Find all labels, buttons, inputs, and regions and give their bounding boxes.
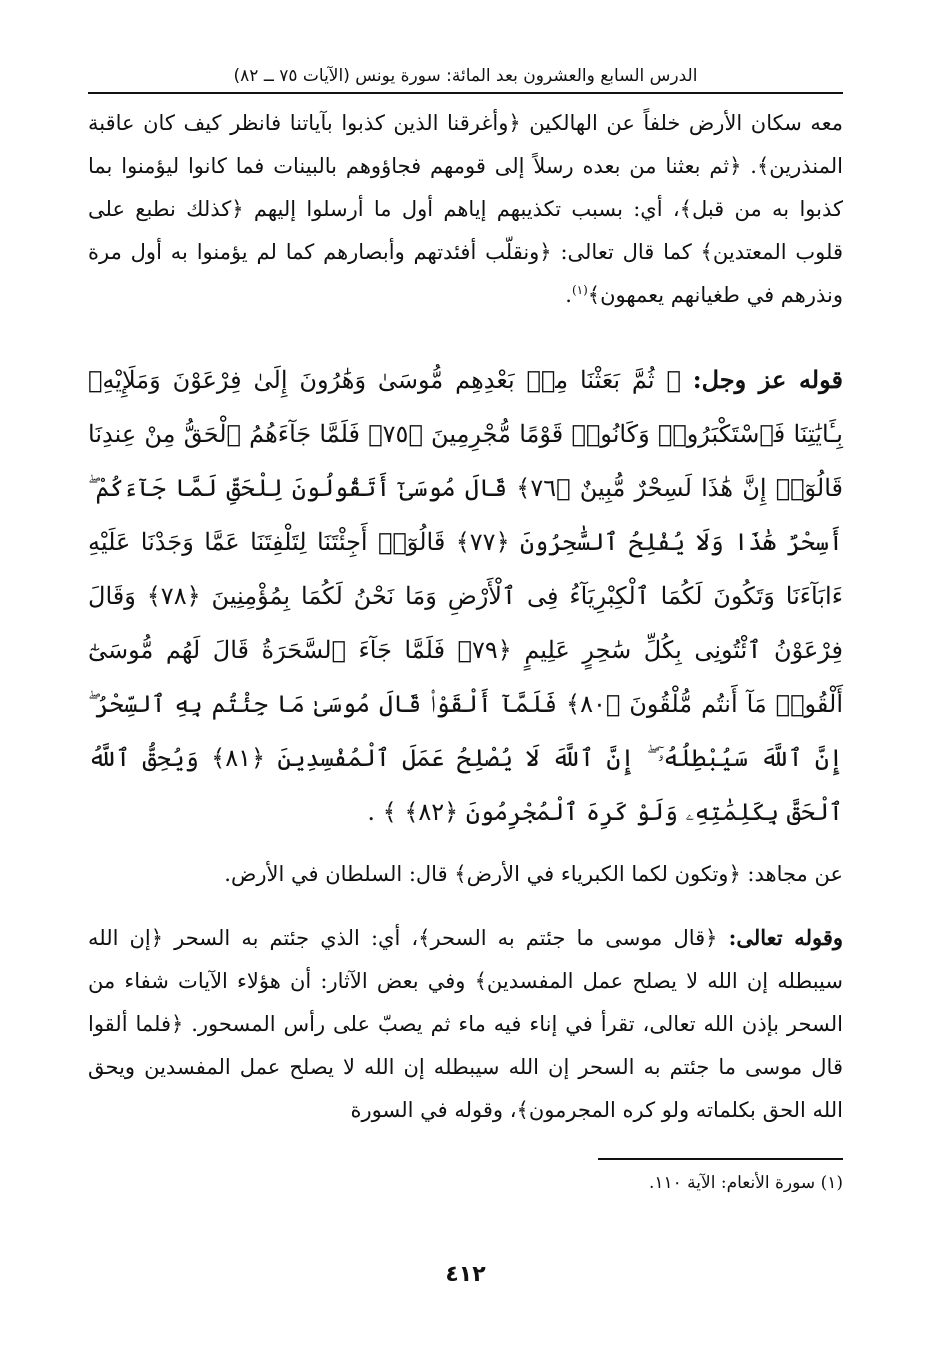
quran-verses-block bbox=[88, 353, 843, 839]
paragraph-intro: وقوله تعالى: bbox=[728, 925, 843, 950]
verse-intro: قوله عز وجل: bbox=[692, 365, 843, 394]
footnote-1: (١) سورة الأنعام: الآية ١١٠. bbox=[648, 1173, 843, 1193]
commentary-text: ﴿قال موسى ما جئتم به السحر﴾، أي: الذي جئتم به السحر ﴿إن الله سيبطله إن الله لا يصلح عمل المفسدين﴾ وفي بعض الآثار: أن هؤلاء الآيات شفاء من السحر بإذن الله تعالى، تقرأ في إناء فيه ماء ثم يصبّ على رأس المسحور. ﴿فلما ألقوا قال موسى ما جئتم به السحر إن الله سيبطله إن الله لا يصلح عمل المفسدين ويحق الله الحق بكلماته ولو كره المجرمون﴾، وقوله في السورة bbox=[88, 926, 843, 1122]
commentary-paragraph-1 bbox=[88, 102, 843, 317]
footnote-reference[interactable]: (١) bbox=[571, 283, 588, 297]
commentary-text: معه سكان الأرض خلفاً عن الهالكين ﴿وأغرقنا الذين كذبوا بآياتنا فانظر كيف كان عاقبة المنذرين﴾. ﴿ثم بعثنا من بعده رسلاً إلى قومهم فجاؤوهم بالبينات فما كانوا ليؤمنوا بما كذبوا به من قبل﴾، أي: بسبب تكذيبهم إياهم أول ما أرسلوا إليهم ﴿كذلك نطبع على قلوب المعتدين﴾ كما قال تعالى: ﴿ونقلّب أفئدتهم وأبصارهم كما لم يؤمنوا به أول مرة ونذرهم في طغيانهم يعمهون﴾ bbox=[88, 111, 843, 307]
quran-verses-text: ﴿ ثُمَّ بَعَثْنَا مِنۢ بَعْدِهِم مُّوسَىٰ وَهَٰرُونَ إِلَىٰ فِرْعَوْنَ وَمَلَإِيْهِۦ بِـَٔايَٰتِنَا فَٱسْتَكْبَرُوا۟ وَكَانُوا۟ قَوْمًا مُّجْرِمِينَ ﴿٧٥﴾ فَلَمَّا جَآءَهُمُ ٱلْحَقُّ مِنْ عِندِنَا قَالُوٓا۟ إِنَّ هَٰذَا لَسِحْرٌ مُّبِينٌ ﴿٧٦﴾ قَالَ مُوسَىٰٓ أَتَقُولُونَ لِلْحَقِّ لَمَّا جَآءَكُمْ ۖ أَسِحْرٌ هَٰذَا وَلَا يُفْلِحُ ٱلسَّٰحِرُونَ ﴿٧٧﴾ قَالُوٓا۟ أَجِئْتَنَا لِتَلْفِتَنَا عَمَّا وَجَدْنَا عَلَيْهِ ءَابَآءَنَا وَتَكُونَ لَكُمَا ٱلْكِبْرِيَآءُ فِى ٱلْأَرْضِ وَمَا نَحْنُ لَكُمَا بِمُؤْمِنِينَ ﴿٧٨﴾ وَقَالَ فِرْعَوْنُ ٱئْتُونِى بِكُلِّ سَٰحِرٍ عَلِيمٍ ﴿٧٩﴾ فَلَمَّا جَآءَ ٱلسَّحَرَةُ قَالَ لَهُم مُّوسَىٰٓ أَلْقُوا۟ مَآ أَنتُم مُّلْقُونَ ﴿٨٠﴾ فَلَمَّآ أَلْقَوْا۟ قَالَ مُوسَىٰ مَا جِئْتُم بِهِ ٱلسِّحْرُ ۖ إِنَّ ٱللَّهَ سَيُبْطِلُهُۥٓ ۖ إِنَّ ٱللَّهَ لَا يُصْلِحُ عَمَلَ ٱلْمُفْسِدِينَ ﴿٨١﴾ وَيُحِقُّ ٱللَّهُ ٱلْحَقَّ بِكَلِمَٰتِهِۦ وَلَوْ كَرِهَ ٱلْمُجْرِمُونَ ﴿٨٢﴾ ﴾ . bbox=[88, 366, 844, 826]
footnote-separator bbox=[598, 1158, 843, 1160]
running-header: الدرس السابع والعشرون بعد المائة: سورة يونس (الآيات ٧٥ ــ ٨٢) bbox=[88, 62, 843, 94]
book-page bbox=[88, 62, 843, 1322]
page-number: ٤١٢ bbox=[445, 1262, 486, 1287]
commentary-paragraph-mujahid: عن مجاهد: ﴿وتكون لكما الكبرياء في الأرض﴾ قال: السلطان في الأرض. bbox=[224, 862, 843, 886]
commentary-paragraph-sorcery bbox=[88, 916, 843, 1132]
sentence-end: . bbox=[565, 283, 572, 307]
